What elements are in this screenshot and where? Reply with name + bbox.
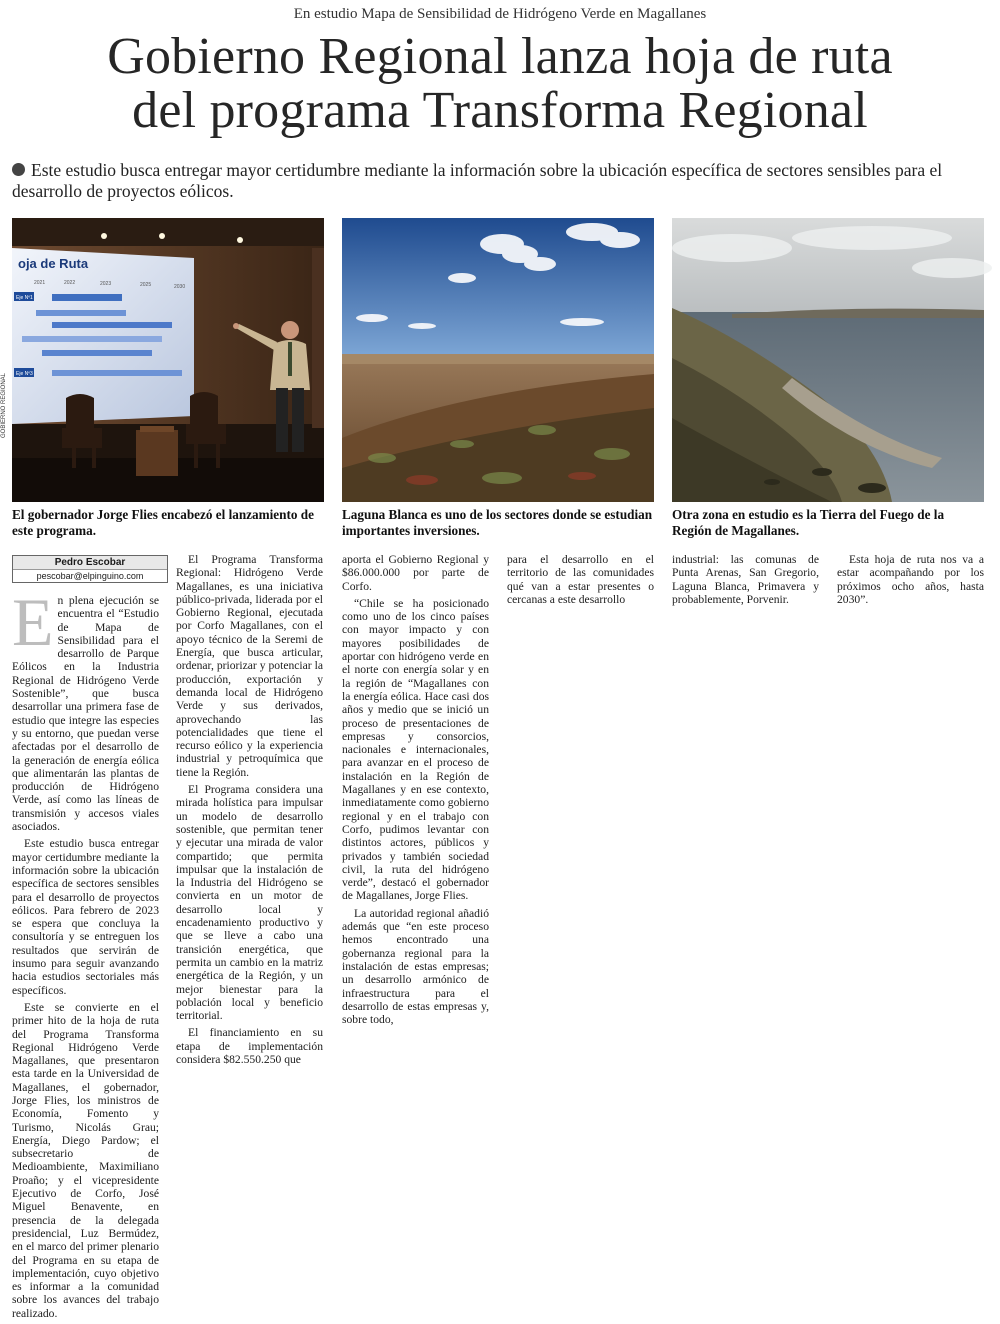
byline-email[interactable]: pescobar@elpinguino.com — [36, 571, 144, 581]
body-column-2 — [176, 553, 323, 1070]
body-paragraph: La autoridad regional añadió además que “en este proceso hemos encontrado una gobernanza regional para la instalación de estas empresas; un desarrollo armónico de infraestructura para el desarrollo de estas empresas y, sobre todo, — [342, 906, 489, 1027]
slide-year-5: 2030 — [174, 284, 186, 290]
body-paragraph: aporta el Gobierno Regional y $86.000.000 por parte de Corfo. — [342, 553, 489, 593]
slide-year-1: 2021 — [34, 280, 46, 286]
caption-photo-2: Laguna Blanca es uno de los sectores donde se estudian importantes inversiones. — [342, 507, 653, 538]
photo-governor-presentation — [12, 218, 324, 502]
body-column-6 — [837, 553, 984, 610]
body-paragraph: El financiamiento en su etapa de implementación considera $82.550.250 que — [176, 1026, 323, 1066]
body-column-1 — [12, 584, 159, 1324]
body-column-3 — [342, 553, 489, 1030]
body-column-5 — [672, 553, 819, 610]
photo-tierra-del-fuego — [672, 218, 984, 502]
photo-laguna-blanca — [342, 218, 654, 502]
lead-text: Este estudio busca entregar mayor certidumbre mediante la información sobre la ubicación específica de sectores sensibles para el desarrollo de proyectos eólicos. — [12, 160, 943, 201]
drop-cap: E — [12, 584, 54, 660]
body-paragraph: El Programa Transforma Regional: Hidrógeno Verde Magallanes, es una iniciativa público-privada, liderada por el Gobierno Regional, ejecutada por Corfo Magallanes, con el apoyo técnico de la Seremi de Energía, que busca articular, ordenar, priorizar y potenciar la producción, exportación y demanda local de Hidrógeno Verde y sus derivados, aprovechando las potencialidades que tiene el recurso eólico y la experiencia industrial y petroquímica que tiene la Región. — [176, 553, 323, 779]
headline — [0, 30, 1000, 138]
body-paragraph: para el desarrollo en el territorio de las comunidades qué van a estar presentes o cercanas a este desarrollo — [507, 553, 654, 606]
body-paragraph: El Programa considera una mirada holística para impulsar un modelo de desarrollo sostenible, que permitan tener y ejecutar una mirada de valor compartido; que permita impulsar que la instalación de la Industria del Hidrógeno se convierta en un motor de desarrollo local y encadenamiento productivo y que se lleve a cabo una transición energética, que permita un cambio en la matriz energética de la Región, y un mejor bienestar para la población local y beneficio territorial. — [176, 783, 323, 1023]
lead-paragraph — [12, 160, 988, 202]
slide-year-4: 2025 — [140, 282, 152, 288]
slide-title: oja de Ruta — [18, 256, 89, 271]
caption-photo-3: Otra zona en estudio es la Tierra del Fuego de la Región de Magallanes. — [672, 507, 945, 538]
photo-credit: GOBIERNO REGIONAL — [1, 372, 7, 438]
body-paragraph: industrial: las comunas de Punta Arenas, San Gregorio, Laguna Blanca, Primavera y probablemente, Porvenir. — [672, 553, 819, 606]
byline-author: Pedro Escobar — [13, 556, 167, 570]
slide-label-b: Eje Nº3 — [16, 371, 33, 377]
body-paragraph: Este estudio busca entregar mayor certidumbre mediante la información sobre la ubicación específica de sectores sensibles para el desarrollo de proyectos eólicos. Para febrero de 2023 se espera que concluya la consultoría y se entreguen los resultados que servirán de insumo para seguir avanzando hacia estudios sectoriales más específicos. — [12, 837, 159, 997]
bullet-icon — [12, 163, 25, 176]
kicker: En estudio Mapa de Sensibilidad de Hidrógeno Verde en Magallanes — [293, 6, 707, 22]
slide-year-2: 2022 — [64, 280, 76, 286]
caption-photo-1: El gobernador Jorge Flies encabezó el lanzamiento de este programa. — [12, 507, 314, 538]
body-paragraph: Esta hoja de ruta nos va a estar acompañando por los próximos ocho años, hasta 2030”. — [837, 553, 984, 606]
headline-line-1: Gobierno Regional lanza hoja de ruta — [107, 28, 893, 85]
body-column-4 — [507, 553, 654, 610]
byline — [12, 555, 168, 583]
body-paragraph: En plena ejecución se encuentra el “Estudio de Mapa de Sensibilidad para el desarrollo de Parque Eólicos en la Industria Regional de Hidrógeno Verde Sostenible”, que busca desarrollar una primera fase de estudio que integre las especies y su entorno, que puedan verse afectadas por el desarrollo de la generación de energía eólica que alimentarán las plantas de producción de Hidrógeno Verde, así como las líneas de transmisión y accesos viales asociados. — [12, 584, 159, 834]
headline-line-2: del programa Transforma Regional — [132, 82, 868, 139]
body-paragraph: Este se convierte en el primer hito de la hoja de ruta del Programa Transforma Regional Hidrógeno Verde Magallanes, que presentaron esta tarde en la Universidad de Magallanes, el gobernador, Jorge Flies, los ministros de Economía, Fomento y Turismo, Nicolás Grau; Energía, Diego Pardow; el subsecretario de Medioambiente, Maximiliano Proaño; y el vicepresidente Ejecutivo de Corfo, José Miguel Benavente, en presencia de la delegada presidencial, Luz Bermúdez, en el marco del primer plenario del Programa en su etapa de implementación, cuyo objetivo es informar a la comunidad sobre los avances del trabajo realizado. — [12, 1000, 159, 1320]
body-paragraph: “Chile se ha posicionado como uno de los cinco países con mayor impacto y con mayores posibilidades de aportar con hidrógeno verde en el norte con energía solar y en la región de “Magallanes con la energía eólica. Hace casi dos años y medio que se inició un proceso de presentaciones de empresas y consorcios, nacionales e internacionales, para avanzar en el proceso de instalación en la Región de Magallanes y en ese contexto, inmediatamente como gobierno regional y en el trabajo con Corfo, pudimos levantar con distintos actores, públicos y privados y también sociedad civil, la ruta del hidrógeno verde”, destacó el gobernador de Magallanes, Jorge Flies. — [342, 596, 489, 903]
slide-year-3: 2023 — [100, 281, 112, 287]
slide-label-a: Eje Nº1 — [16, 295, 33, 301]
